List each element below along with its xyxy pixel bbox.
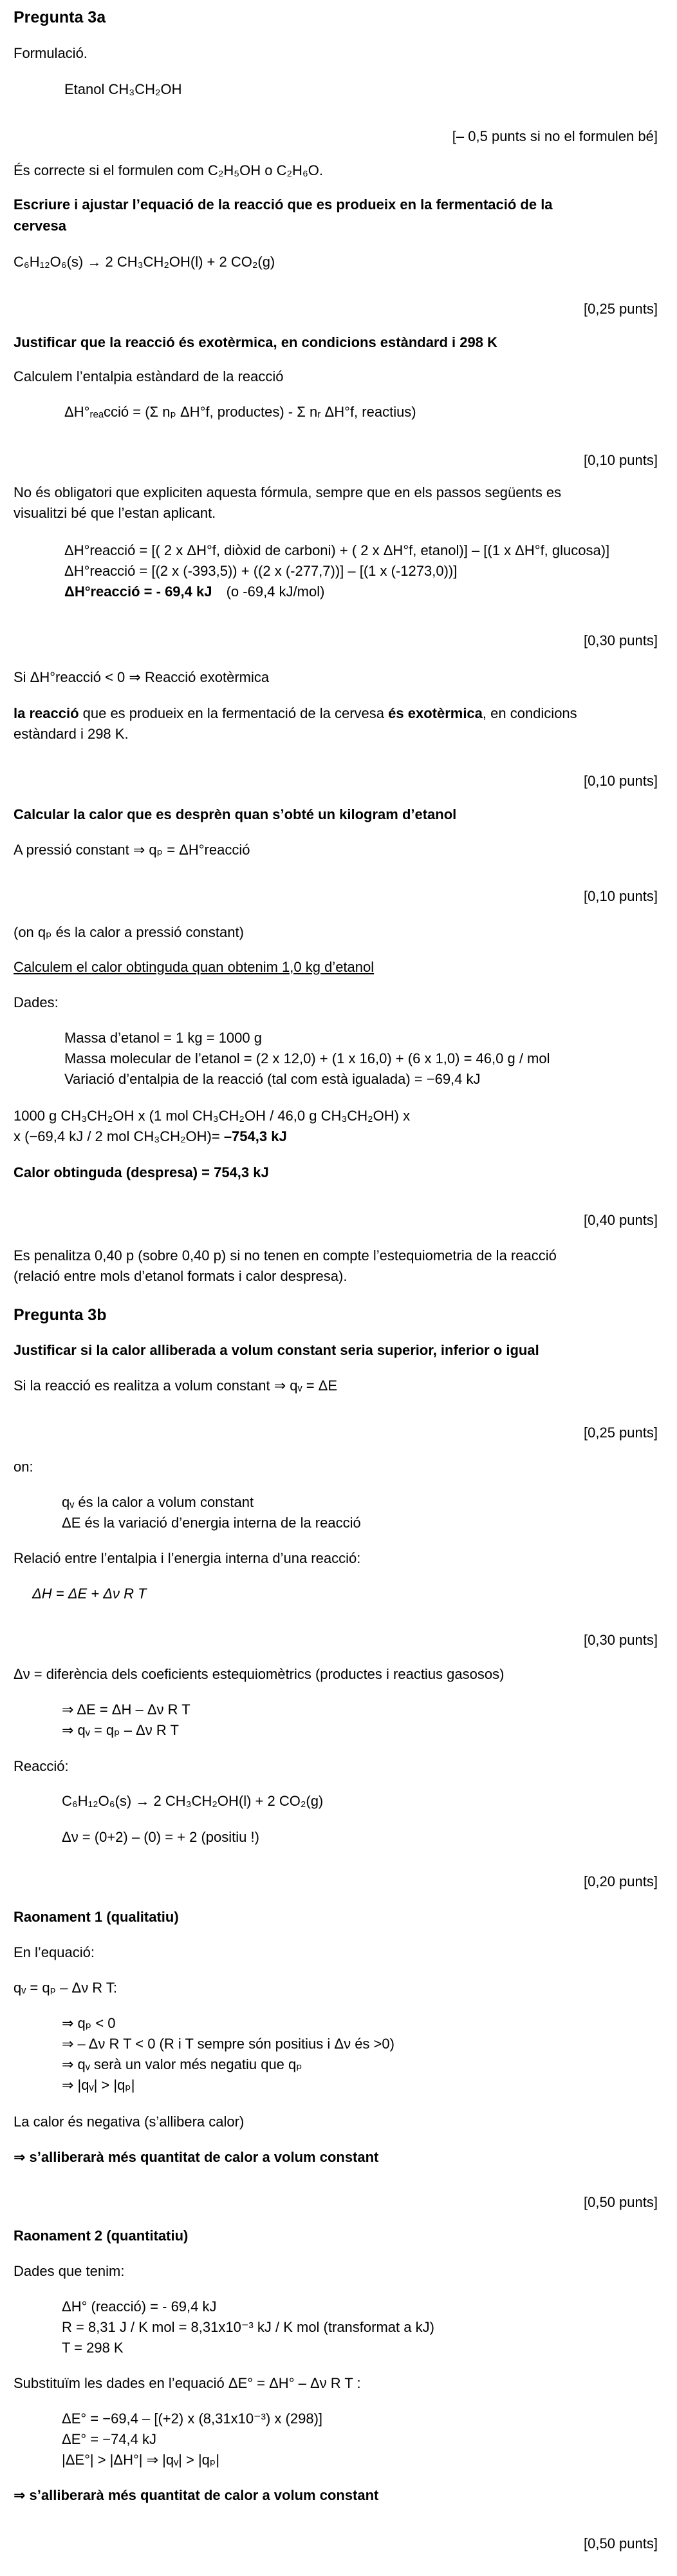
text-calor-negativa: La calor és negativa (s’allibera calor) [14, 2114, 245, 2130]
def-qv: qᵥ és la calor a volum constant [62, 1494, 254, 1510]
concl-part-4: , en condicions [482, 705, 577, 721]
text-dnu: Δν = diferència dels coeficients estequiomètrics (productes i reactius gasosos) [14, 1666, 505, 1682]
dada-r: R = 8,31 J / K mol = 8,31x10⁻³ kJ / K mol (transformat a kJ) [62, 2319, 434, 2335]
text-formulacio: Formulació. [14, 45, 88, 61]
text-correcte: És correcte si el formulen com C₂H₅OH o C₂H₆O. [14, 162, 324, 178]
concl-part-1: la reacció [14, 705, 79, 721]
text-en-lequacio: En l’equació: [14, 1944, 95, 1960]
text-etanol: Etanol CH₃CH₂OH [64, 81, 182, 97]
text-dades: Dades: [14, 994, 59, 1010]
points-0-10-b: [0,10 punts] [584, 773, 658, 789]
dada-dh: ΔH° (reacció) = - 69,4 kJ [62, 2298, 217, 2315]
formula-dh: ΔH°ᵣₑₐcció = (Σ nₚ ΔH°f, productes) - Σ nᵣ ΔH°f, reactius) [64, 404, 416, 420]
equation-relacio: ΔH = ΔE + Δν R T [32, 1586, 147, 1602]
points-0-30-a: [0,30 punts] [584, 632, 658, 649]
subst-line-3: |ΔE°| > |ΔH°| ⇒ |qᵥ| > |qₚ| [62, 2452, 220, 2468]
heading-raonament-1: Raonament 1 (qualitatiu) [14, 1909, 179, 1925]
factor-line-2: x (−69,4 kJ / 2 mol CH₃CH₂OH)= [14, 1128, 224, 1144]
section-title-equacio-2: cervesa [14, 218, 66, 234]
def-de: ΔE és la variació d’energia interna de la reacció [62, 1515, 361, 1531]
text-si-volum: Si la reacció es realitza a volum constant ⇒ qᵥ = ΔE [14, 1378, 338, 1394]
section-title-volum: Justificar si la calor alliberada a volum constant seria superior, inferior o igual [14, 1342, 539, 1358]
calc-result: ΔH°reacció = - 69,4 kJ [64, 583, 212, 600]
text-relacio: Relació entre l’entalpia i l’energia interna d’una reacció: [14, 1550, 361, 1566]
subst-line-1: ΔE° = −69,4 – [(+2) x (8,31x10⁻³) x (298)] [62, 2410, 323, 2427]
reasoning-3: ⇒ qᵥ serà un valor més negatiu que qₚ [62, 2056, 302, 2072]
reasoning-4: ⇒ |qᵥ| > |qₚ| [62, 2077, 135, 2093]
reasoning-1: ⇒ qₚ < 0 [62, 2015, 116, 2031]
dada-t: T = 298 K [62, 2340, 124, 2356]
subst-line-2: ΔE° = −74,4 kJ [62, 2431, 157, 2447]
text-conclusio-exotermica [14, 704, 577, 723]
equation-fermentation: C₆H₁₂O₆(s) → 2 CH₃CH₂OH(l) + 2 CO₂(g) [14, 254, 275, 270]
calc-line-2: ΔH°reacció = [(2 x (-393,5)) + ((2 x (-277,7))] – [(1 x (-1273,0))] [64, 563, 458, 579]
points-0-20: [0,20 punts] [584, 1873, 658, 1889]
text-reaccio: Reacció: [14, 1758, 69, 1774]
text-on: on: [14, 1459, 33, 1475]
points-0-10-a: [0,10 punts] [584, 452, 658, 468]
reasoning-2: ⇒ – Δν R T < 0 (R i T sempre són positius i Δν és >0) [62, 2036, 394, 2052]
heading-pregunta-3a: Pregunta 3a [14, 8, 106, 26]
factor-result: –754,3 kJ [223, 1128, 287, 1144]
calc-line-1: ΔH°reacció = [( 2 x ΔH°f, diòxid de carboni) + ( 2 x ΔH°f, etanol)] – [(1 x ΔH°f, glucosa)] [64, 542, 610, 558]
heading-raonament-2: Raonament 2 (quantitatiu) [14, 2228, 189, 2244]
conclusion-2: ⇒ s’alliberarà més quantitat de calor a volum constant [14, 2487, 379, 2503]
text-substituim: Substituïm les dades en l’equació ΔE° = ΔH° – Δν R T : [14, 2375, 361, 2391]
dada-variacio: Variació d’entalpia de la reacció (tal com està igualada) = −69,4 kJ [64, 1071, 481, 1087]
text-dnu-valor: Δν = (0+2) – (0) = + 2 (positiu !) [62, 1829, 259, 1845]
text-pressio-constant: A pressió constant ⇒ qₚ = ΔH°reacció [14, 842, 250, 858]
section-title-exotermica: Justificar que la reacció és exotèrmica, en condicions estàndard i 298 K [14, 334, 497, 350]
points-0-40: [0,40 punts] [584, 1212, 658, 1228]
points-0-25: [0,25 punts] [584, 301, 658, 317]
section-title-equacio: Escriure i ajustar l’equació de la reacció que es produeix en la fermentació de la [14, 196, 553, 213]
points-0-25-b: [0,25 punts] [584, 1425, 658, 1441]
dada-massa-molecular: Massa molecular de l’etanol = (2 x 12,0) + (1 x 16,0) + (6 x 1,0) = 46,0 g / mol [64, 1050, 550, 1066]
text-calculem-kg: Calculem el calor obtinguda quan obtenim 1,0 kg d’etanol [14, 959, 375, 975]
text-calculem: Calculem l’entalpia estàndard de la reacció [14, 368, 284, 384]
text-qv-equacio: qᵥ = qₚ – Δν R T: [14, 1980, 118, 1996]
text-penalitza-2: (relació entre mols d’etanol formats i calor despresa). [14, 1268, 348, 1284]
text-penalitza: Es penalitza 0,40 p (sobre 0,40 p) si no tenen en compte l’estequiometria de la reacció [14, 1247, 557, 1264]
penalty-note: [– 0,5 punts si no el formulen bé] [452, 128, 658, 144]
impl-de: ⇒ ΔE = ΔH – Δν R T [62, 1701, 190, 1718]
concl-part-3: és exotèrmica [388, 705, 483, 721]
text-no-obligatori: No és obligatori que expliciten aquesta fórmula, sempre que en els passos següents es [14, 484, 562, 500]
text-calor-obtinguda: Calor obtinguda (despresa) = 754,3 kJ [14, 1164, 269, 1180]
points-0-50-b: [0,50 punts] [584, 2535, 658, 2552]
text-on-qp: (on qₚ és la calor a pressió constant) [14, 924, 244, 940]
text-no-obligatori-2: visualitzi bé que l’estan aplicant. [14, 505, 216, 521]
text-conclusio-2: estàndard i 298 K. [14, 726, 129, 742]
equation-reaccio-b: C₆H₁₂O₆(s) → 2 CH₃CH₂OH(l) + 2 CO₂(g) [62, 1793, 324, 1809]
conclusion-1: ⇒ s’alliberarà més quantitat de calor a volum constant [14, 2149, 379, 2165]
points-0-10-c: [0,10 punts] [584, 888, 658, 904]
text-dades-que-tenim: Dades que tenim: [14, 2263, 125, 2279]
dada-massa: Massa d’etanol = 1 kg = 1000 g [64, 1030, 262, 1046]
impl-qv: ⇒ qᵥ = qₚ – Δν R T [62, 1722, 179, 1738]
section-title-kilogram: Calcular la calor que es desprèn quan s’obté un kilogram d’etanol [14, 806, 457, 822]
points-0-30-b: [0,30 punts] [584, 1632, 658, 1648]
heading-pregunta-3b: Pregunta 3b [14, 1306, 107, 1324]
concl-part-2: que es produeix en la fermentació de la cervesa [79, 705, 389, 721]
points-0-50-a: [0,50 punts] [584, 2194, 658, 2210]
calc-result-alt: (o -69,4 kJ/mol) [226, 583, 325, 600]
factor-line-1: 1000 g CH₃CH₂OH x (1 mol CH₃CH₂OH / 46,0 g CH₃CH₂OH) x [14, 1108, 411, 1124]
text-si-dh: Si ΔH°reacció < 0 ⇒ Reacció exotèrmica [14, 669, 270, 685]
